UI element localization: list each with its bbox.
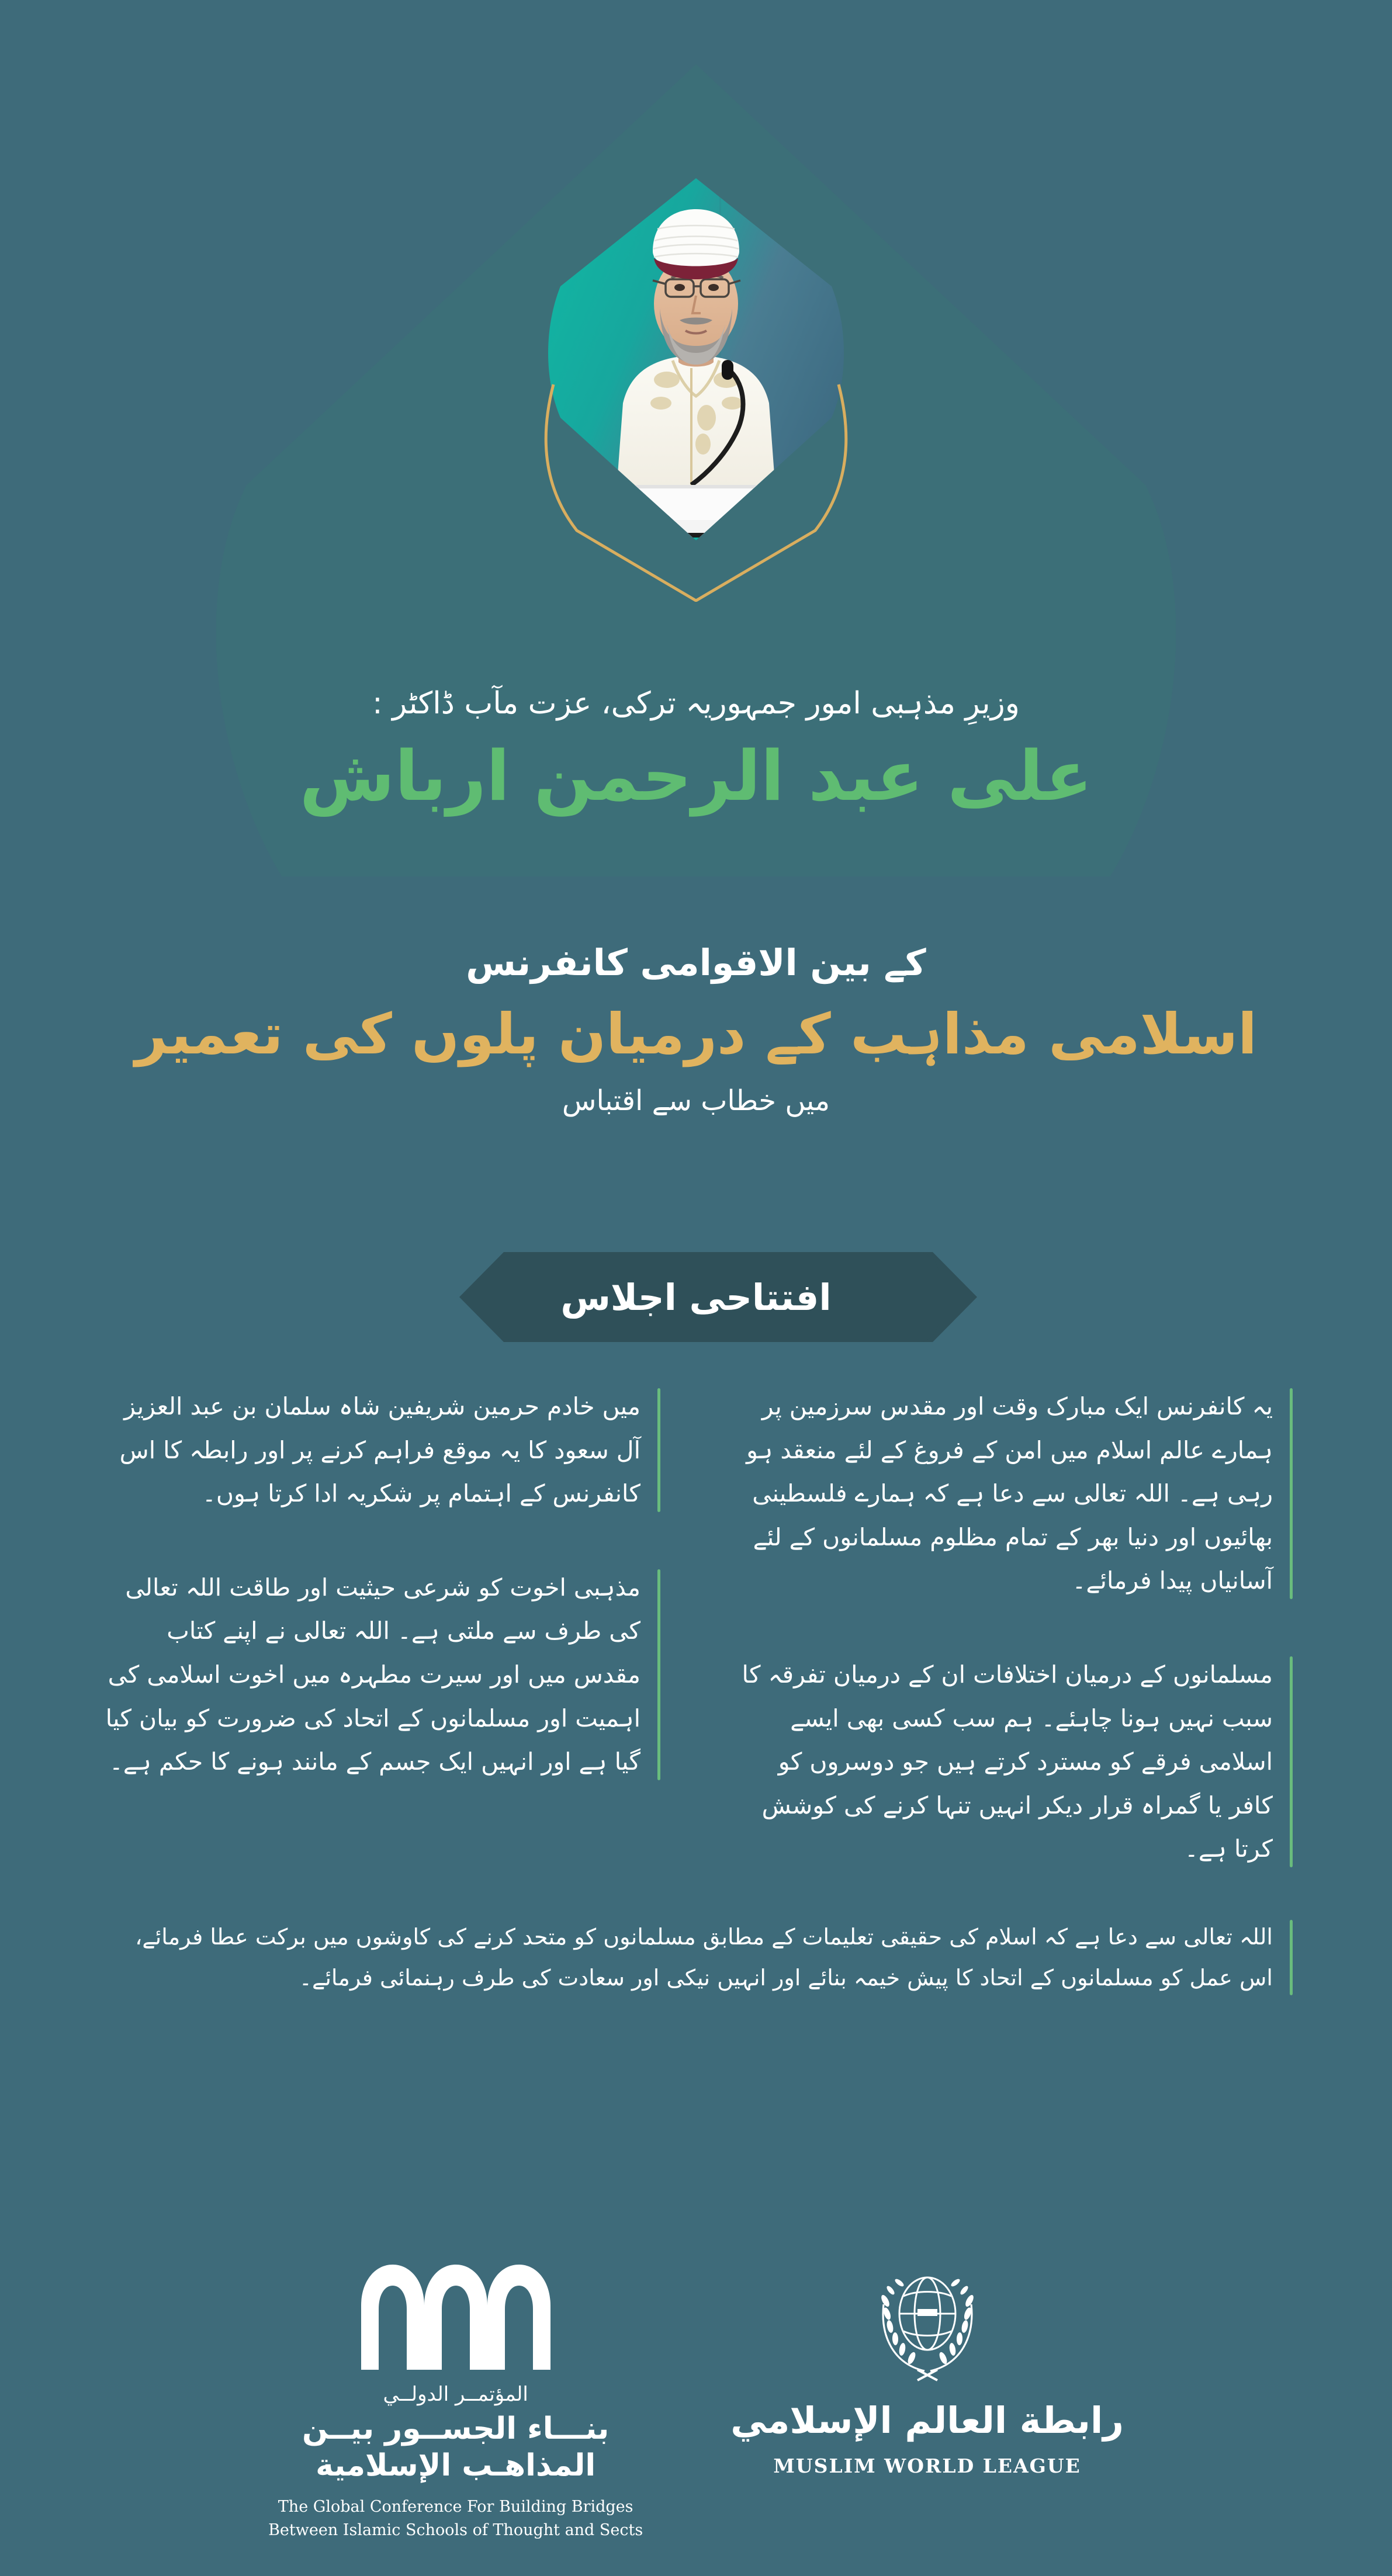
gcbb-english-line2: Between Islamic Schools of Thought and Sects [268,2521,643,2540]
quote-item [732,1385,1293,1603]
quote-text: یہ کانفرنس ایک مبارک وقت اور مقدس سرزمین پر ہمارے عالم اسلام میں امن کے فروغ کے لئے منعقد ہو رہی ہے۔ اللہ تعالی سے دعا ہے کہ ہمارے فلسطینی بھائیوں اور دنیا بھر کے تمام مظلوم مسلمانوں کے لئے آسانیاں پیدا فرمائے۔ [746,1392,1273,1595]
quotes-column-right [99,1385,660,1921]
gcbb-arabic-main-line1: بنـــاء الجســور بيــن [302,2411,610,2446]
quote-item [732,1653,1293,1871]
quote-accent-bar [657,1388,660,1512]
conference-heading [0,938,1392,1121]
three-arches-icon [356,2255,555,2372]
quote-text: میں خادم حرمین شریفین شاہ سلمان بن عبد العزیز آل سعود کا یہ موقع فراہم کرنے پر اور رابطہ کا اس کانفرنس کے اہتمام پر شکریہ ادا کرتا ہوں۔ [119,1392,640,1508]
globe-wreath-icon [866,2255,989,2390]
quote-item [99,1385,660,1516]
gcbb-english-name [268,2495,643,2543]
quote-full-width-wrap [99,1916,1293,2049]
logo-global-conference [268,2255,643,2543]
logo-muslim-world-league [730,2255,1124,2477]
speaker-heading [0,681,1392,823]
quote-text: مذہبی اخوت کو شرعی حیثیت اور طاقت اللہ تعالی کی طرف سے ملتی ہے۔ اللہ تعالی نے اپنے کتاب مقدس میں اور سیرت مطہرہ میں اخوت اسلامی کی اہمیت اور مسلمانوں کے اتحاد کی ضرورت کو بیان کیا گیا ہے اور انہیں ایک جسم کے مانند ہونے کا حکم ہے۔ [105,1573,640,1776]
mwl-arabic-name: رابطة العالم الإسلامي [730,2399,1124,2442]
quote-accent-bar [1290,1920,1293,1995]
quotes-grid [99,1385,1293,1921]
gcbb-english-line1: The Global Conference For Building Bridges [278,2497,633,2516]
quote-text: اللہ تعالی سے دعا ہے کہ اسلام کی حقیقی تعلیمات کے مطابق مسلمانوں کو متحد کرنے کی کاوشوں میں برکت عطا فرمائے، اس عمل کو مسلمانوں کے اتحاد کا پیش خیمہ بنائے اور انہیں نیکی اور سعادت کی طرف رہنمائی فرمائے۔ [135,1924,1273,1991]
mwl-english-name: MUSLIM WORLD LEAGUE [773,2454,1081,2477]
quote-text: مسلمانوں کے درمیان اختلافات ان کے درمیان تفرقہ کا سبب نہیں ہونا چاہئے۔ ہم سب کسی بھی ایسے اسلامی فرقے کو مسترد کرتے ہیں جو دوسروں کو کافر یا گمراہ قرار دیکر انہیں تنہا کرنے کی کوشش کرتا ہے۔ [742,1660,1273,1863]
speaker-role: وزیرِ مذہبی امور جمہوریہ ترکی، عزت مآب ڈاکٹر : [372,686,1020,721]
session-badge-label: افتتاحی اجلاس [560,1275,832,1319]
gcbb-arabic-main [302,2411,609,2485]
session-badge [389,1247,1003,1347]
conference-suffix: میں خطاب سے اقتباس [562,1084,830,1118]
speaker-name: علی عبد الرحمن ارباش [299,736,1093,816]
conference-title: اسلامی مذاہب کے درمیان پلوں کی تعمیر [135,1001,1257,1067]
quotes-column-left [732,1385,1293,1921]
speaker-photo [474,76,918,602]
footer-logos [0,2255,1392,2543]
conference-prefix: کے بین الاقوامی کانفرنس [466,941,926,984]
quote-accent-bar [657,1569,660,1780]
gcbb-arabic-small: المؤتمــر الدولــي [383,2383,528,2406]
quote-accent-bar [1290,1388,1293,1599]
speaker-photo-medallion [474,76,918,602]
quote-accent-bar [1290,1656,1293,1867]
gcbb-arabic-main-line2: المذاهـب الإسلامية [316,2448,596,2484]
photo-content [532,164,860,574]
quote-item [99,1566,660,1784]
quote-item-full [99,1916,1293,1999]
